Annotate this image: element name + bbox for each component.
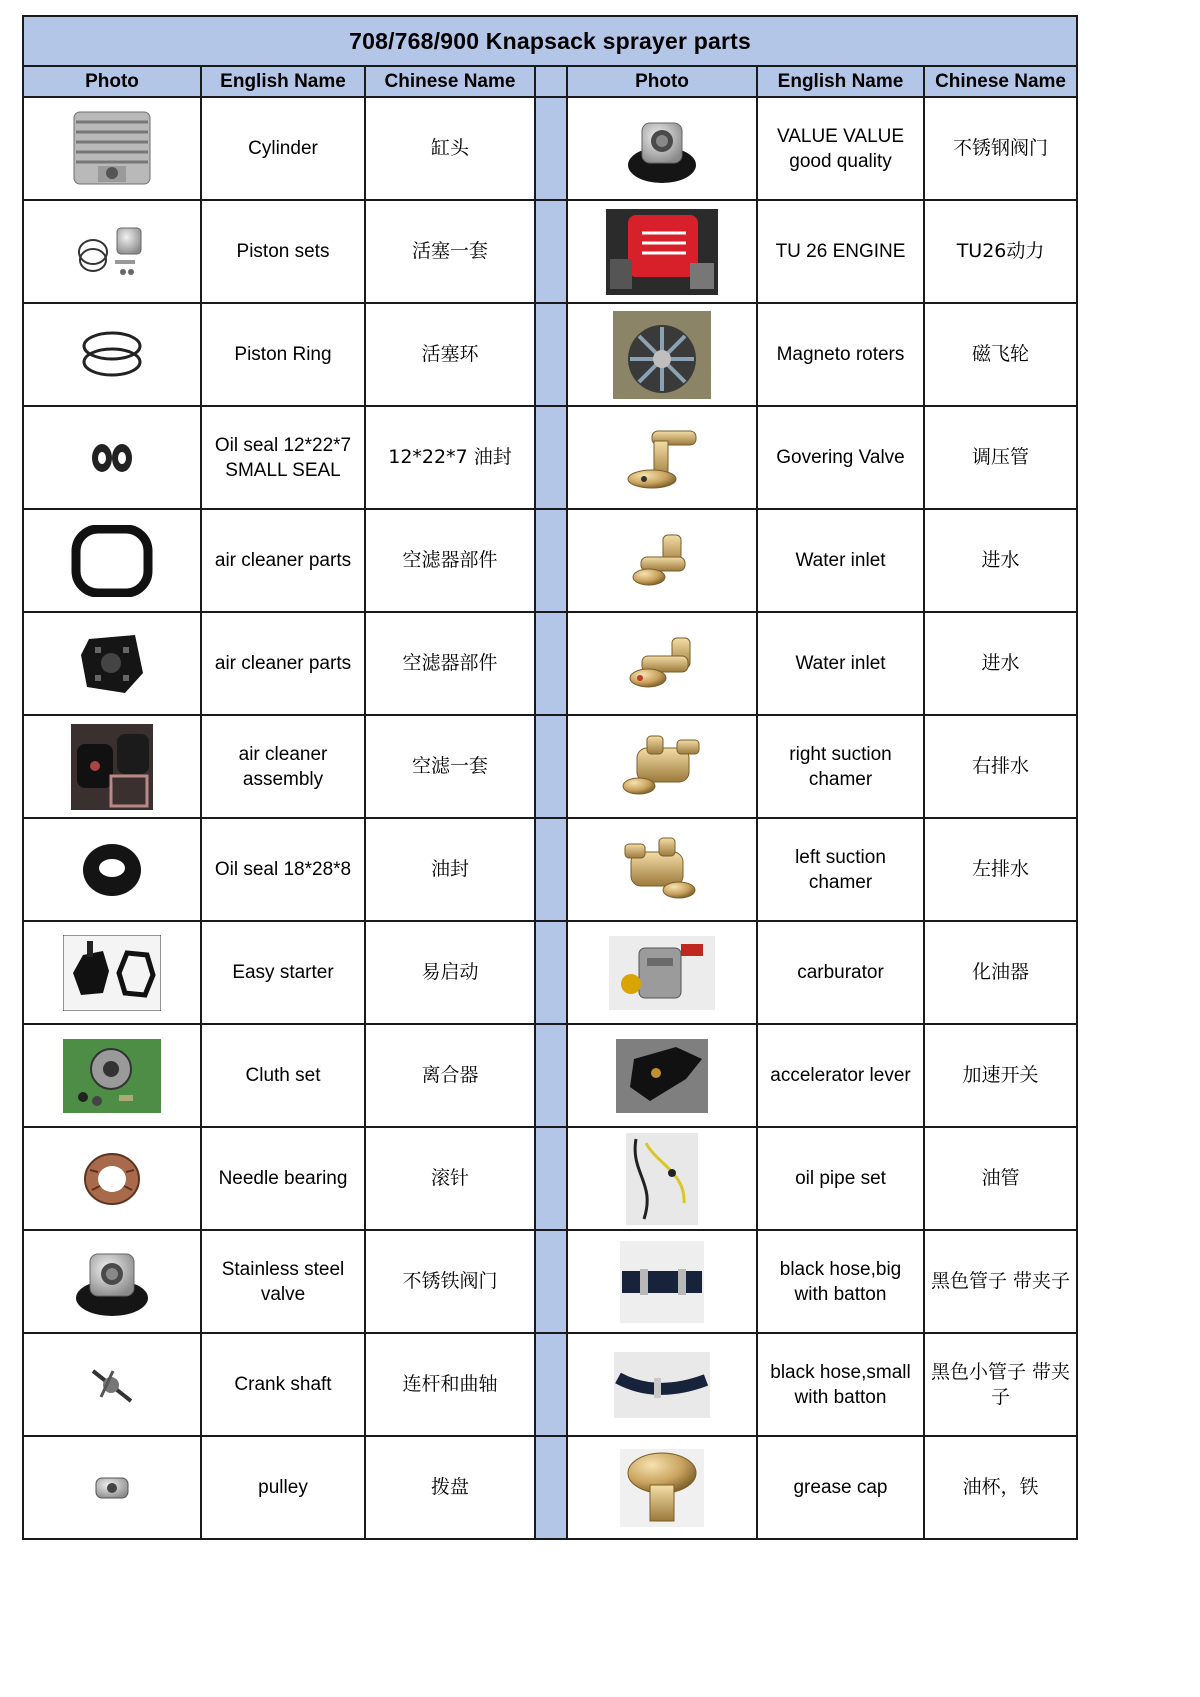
clutch-set-icon xyxy=(63,1039,161,1113)
photo-cell xyxy=(567,200,757,303)
photo-cell xyxy=(567,1024,757,1127)
english-name: grease cap xyxy=(757,1436,924,1539)
table-row xyxy=(23,1127,1077,1230)
english-name: left suction chamer xyxy=(757,818,924,921)
needle-bearing-icon xyxy=(82,1150,142,1208)
left-suction-chamber-icon xyxy=(621,834,703,906)
table-row xyxy=(23,1436,1077,1539)
gap-cell xyxy=(535,97,567,200)
photo-cell xyxy=(23,303,201,406)
table-row xyxy=(23,1333,1077,1436)
english-name: carburator xyxy=(757,921,924,1024)
gap-cell xyxy=(535,303,567,406)
photo-cell xyxy=(23,509,201,612)
photo-cell xyxy=(23,1024,201,1127)
english-name: Cluth set xyxy=(201,1024,365,1127)
photo-cell xyxy=(23,1127,201,1230)
photo-cell xyxy=(567,612,757,715)
english-name: Piston Ring xyxy=(201,303,365,406)
table-row xyxy=(23,1024,1077,1127)
oil-seal-icon xyxy=(81,839,143,901)
chinese-name: 空滤器部件 xyxy=(365,612,535,715)
chinese-name: 调压管 xyxy=(924,406,1077,509)
governing-valve-icon xyxy=(622,423,702,493)
chinese-name: 不锈钢阀门 xyxy=(924,97,1077,200)
header-photo-right: Photo xyxy=(567,66,757,97)
valve-icon xyxy=(622,109,702,189)
gap-cell xyxy=(535,1024,567,1127)
easy-starter-icon xyxy=(63,935,161,1011)
chinese-name: 离合器 xyxy=(365,1024,535,1127)
gap-cell xyxy=(535,1127,567,1230)
english-name: Water inlet xyxy=(757,509,924,612)
english-name: Oil seal 18*28*8 xyxy=(201,818,365,921)
photo-cell xyxy=(567,715,757,818)
english-name: Easy starter xyxy=(201,921,365,1024)
table-row xyxy=(23,818,1077,921)
chinese-name: 空滤一套 xyxy=(365,715,535,818)
right-suction-chamber-icon xyxy=(617,732,707,802)
english-name: VALUE VALUE good quality xyxy=(757,97,924,200)
photo-cell xyxy=(567,97,757,200)
table-row xyxy=(23,1230,1077,1333)
air-cleaner-cover-icon xyxy=(77,629,147,699)
chinese-name: 滚针 xyxy=(365,1127,535,1230)
header-english-right: English Name xyxy=(757,66,924,97)
chinese-name: 磁飞轮 xyxy=(924,303,1077,406)
english-name: TU 26 ENGINE xyxy=(757,200,924,303)
chinese-name: 油杯，铁 xyxy=(924,1436,1077,1539)
chinese-name: 黑色管子 带夹子 xyxy=(924,1230,1077,1333)
photo-cell xyxy=(23,612,201,715)
stainless-valve-icon xyxy=(72,1244,152,1320)
photo-cell xyxy=(23,97,201,200)
table-row xyxy=(23,303,1077,406)
chinese-name: 左排水 xyxy=(924,818,1077,921)
english-name: air cleaner parts xyxy=(201,509,365,612)
gap-cell xyxy=(535,1230,567,1333)
oil-pipe-icon xyxy=(626,1133,698,1225)
page-title: 708/768/900 Knapsack sprayer parts xyxy=(23,16,1077,66)
black-hose-small-icon xyxy=(614,1352,710,1418)
parts-sheet xyxy=(22,15,1076,1540)
chinese-name: 黑色小管子 带夹子 xyxy=(924,1333,1077,1436)
header-gap xyxy=(535,66,567,97)
magneto-rotor-icon xyxy=(613,311,711,399)
grease-cap-icon xyxy=(620,1449,704,1527)
chinese-name: 空滤器部件 xyxy=(365,509,535,612)
gap-cell xyxy=(535,1333,567,1436)
accelerator-lever-icon xyxy=(616,1039,708,1113)
photo-cell xyxy=(567,303,757,406)
photo-cell xyxy=(23,406,201,509)
english-name: air cleaner assembly xyxy=(201,715,365,818)
table-row xyxy=(23,200,1077,303)
table-row xyxy=(23,97,1077,200)
gap-cell xyxy=(535,1436,567,1539)
photo-cell xyxy=(567,509,757,612)
chinese-name: 进水 xyxy=(924,612,1077,715)
photo-cell xyxy=(23,1333,201,1436)
engine-icon xyxy=(606,209,718,295)
gap-cell xyxy=(535,406,567,509)
header-english-left: English Name xyxy=(201,66,365,97)
black-hose-big-icon xyxy=(620,1241,704,1323)
header-chinese-right: Chinese Name xyxy=(924,66,1077,97)
english-name: Needle bearing xyxy=(201,1127,365,1230)
chinese-name: 缸头 xyxy=(365,97,535,200)
gap-cell xyxy=(535,200,567,303)
english-name: black hose,small with batton xyxy=(757,1333,924,1436)
english-name: Water inlet xyxy=(757,612,924,715)
english-name: oil pipe set xyxy=(757,1127,924,1230)
chinese-name: 右排水 xyxy=(924,715,1077,818)
header-chinese-left: Chinese Name xyxy=(365,66,535,97)
english-name: pulley xyxy=(201,1436,365,1539)
english-name: Magneto roters xyxy=(757,303,924,406)
water-inlet-2-icon xyxy=(624,634,700,694)
chinese-name: 易启动 xyxy=(365,921,535,1024)
photo-cell xyxy=(23,1436,201,1539)
cylinder-icon xyxy=(64,106,160,192)
photo-cell xyxy=(23,818,201,921)
photo-cell xyxy=(567,1436,757,1539)
english-name: Stainless steel valve xyxy=(201,1230,365,1333)
chinese-name: 油封 xyxy=(365,818,535,921)
photo-cell xyxy=(567,1333,757,1436)
photo-cell xyxy=(567,1127,757,1230)
crank-shaft-icon xyxy=(87,1363,137,1407)
chinese-name: 12*22*7 油封 xyxy=(365,406,535,509)
english-name: right suction chamer xyxy=(757,715,924,818)
table-row xyxy=(23,612,1077,715)
carburetor-icon xyxy=(609,936,715,1010)
chinese-name: 化油器 xyxy=(924,921,1077,1024)
chinese-name: 加速开关 xyxy=(924,1024,1077,1127)
english-name: accelerator lever xyxy=(757,1024,924,1127)
english-name: Govering Valve xyxy=(757,406,924,509)
chinese-name: 油管 xyxy=(924,1127,1077,1230)
parts-table xyxy=(22,15,1078,1540)
english-name: Cylinder xyxy=(201,97,365,200)
pulley-icon xyxy=(94,1474,130,1502)
english-name: black hose,big with batton xyxy=(757,1230,924,1333)
chinese-name: 连杆和曲轴 xyxy=(365,1333,535,1436)
chinese-name: 进水 xyxy=(924,509,1077,612)
photo-cell xyxy=(567,818,757,921)
photo-cell xyxy=(23,1230,201,1333)
air-cleaner-gasket-icon xyxy=(70,525,154,597)
chinese-name: 拨盘 xyxy=(365,1436,535,1539)
gap-cell xyxy=(535,715,567,818)
water-inlet-icon xyxy=(627,531,697,591)
header-photo-left: Photo xyxy=(23,66,201,97)
photo-cell xyxy=(23,715,201,818)
gap-cell xyxy=(535,818,567,921)
photo-cell xyxy=(23,200,201,303)
chinese-name: TU26动力 xyxy=(924,200,1077,303)
english-name: Oil seal 12*22*7 SMALL SEAL xyxy=(201,406,365,509)
small-seal-icon xyxy=(90,440,134,476)
gap-cell xyxy=(535,509,567,612)
english-name: air cleaner parts xyxy=(201,612,365,715)
table-row xyxy=(23,406,1077,509)
photo-cell xyxy=(567,1230,757,1333)
english-name: Piston sets xyxy=(201,200,365,303)
chinese-name: 活塞一套 xyxy=(365,200,535,303)
photo-cell xyxy=(567,406,757,509)
piston-set-icon xyxy=(77,222,147,282)
chinese-name: 活塞环 xyxy=(365,303,535,406)
photo-cell xyxy=(23,921,201,1024)
gap-cell xyxy=(535,921,567,1024)
table-row xyxy=(23,921,1077,1024)
table-row xyxy=(23,509,1077,612)
piston-ring-icon xyxy=(80,326,144,384)
table-row xyxy=(23,715,1077,818)
air-cleaner-assembly-icon xyxy=(71,724,153,810)
photo-cell xyxy=(567,921,757,1024)
english-name: Crank shaft xyxy=(201,1333,365,1436)
chinese-name: 不锈铁阀门 xyxy=(365,1230,535,1333)
gap-cell xyxy=(535,612,567,715)
